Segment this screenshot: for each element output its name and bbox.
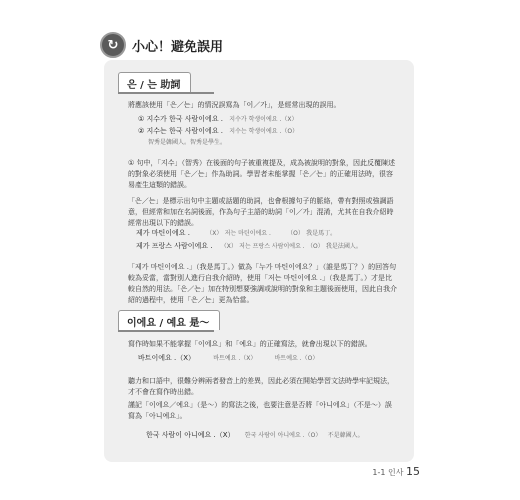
section1-paragraph: 「은／는」是標示出句中主題或話題的助詞，也會根據句子的脈絡，帶有對照或強調語意，但經常和加在名詞後面，作為句子主語的助詞「이／가」混淆，尤其在自我介紹時經常出現以下的錯誤。: [128, 197, 394, 227]
example-row: [146, 430, 364, 441]
example-row: [138, 353, 318, 364]
example-translation: 지수는 학생이에요 .（O）: [229, 128, 299, 135]
example-mark: （X）: [220, 243, 237, 250]
example-sentence: 바트예요 .（O）: [274, 355, 319, 362]
example-sentence: 지수는 한국 사람이에요 .: [146, 127, 224, 135]
section2-title: 이에요 / 예요 是～: [118, 310, 220, 330]
section1-underline: [118, 92, 214, 94]
example-translation: 不是韓國人。: [327, 432, 364, 439]
page-footer: [372, 465, 420, 478]
section1-paragraph: ① 句中，「지수」（智秀）在後面的句子被重複提及，成為被說明的對象，因此反覆陳述的對象必須使用「은／는」作為助詞。學習者未能掌握「은／는」的正確用法時，很容易產生這類的錯誤。: [128, 159, 396, 189]
example-translation: 我是法國人。: [325, 243, 362, 250]
section2-underline: [118, 330, 214, 332]
example-sentence: 제가 마틴이에요 .: [136, 229, 191, 237]
page-title: 小心！避免誤用: [132, 39, 224, 55]
example-mark: （O）: [306, 243, 324, 250]
page-number: 15: [406, 465, 420, 478]
example-sentence: 바트이에요 .（X）: [138, 354, 196, 362]
example-translation: 지수가 학생이에요 .（X）: [229, 116, 298, 123]
page-header: [100, 30, 223, 60]
example-sentence: 한국 사람이 아니에요 .（O）: [244, 432, 322, 439]
section2-paragraph: 謹記「이에요／예요」（是～）的寫法之後，也要注意是否將「아니에요」（不是～）誤寫為「아니예요」。: [128, 401, 392, 420]
example-note: 智秀是韓國人。智秀是學生。: [148, 139, 227, 146]
example-number: ①: [138, 115, 145, 123]
example-translation: 我是馬丁。: [306, 230, 337, 237]
refresh-logo-icon: ↻: [100, 32, 126, 58]
example-sentence: 바트예요 .（X）: [213, 355, 257, 362]
example-sentence: 한국 사람이 아니예요 .（X）: [146, 431, 235, 439]
example-alt: 저는 마틴이에요 .: [224, 230, 271, 237]
example-alt: 저는 프랑스 사람이에요 .: [239, 243, 305, 250]
footer-section-label: 1-1 인사: [372, 468, 404, 477]
example-row: [136, 241, 362, 252]
section2-paragraph: 聽力和口語中，很難分辨兩者發音上的差異，因此必須在開始學習文法時學牢記規法，才不會在寫作時出錯。: [128, 377, 394, 396]
example-sentence: 지수가 한국 사람이에요 .: [146, 115, 224, 123]
section1-title: 은 / 는 助詞: [118, 72, 191, 92]
example-number: ②: [138, 127, 145, 135]
section1-paragraph: 「제가 마틴이에요 .」（我是馬丁。）做為「누가 마틴이에요？」（誰是馬丁？）的回答句較為妥當，當對別人進行自我介紹時，使用「저는 마틴이에요 .」（我是馬丁。）才是比較自然的用法。「은／는」加在特別想要強調或說明的對象和主題後面使用，因此自我介紹的過程中，使用「은／는」更為恰當。: [128, 263, 398, 304]
example-mark: （X）: [206, 230, 223, 237]
example-row: [136, 228, 336, 239]
section1-intro: 將應該使用「은／는」的情況誤寫為「이／가」，是經常出現的誤用。: [128, 101, 341, 109]
example-mark: （O）: [287, 230, 304, 237]
example-row: [138, 126, 298, 137]
example-row: [138, 114, 297, 125]
example-sentence: 제가 프랑스 사람이에요 .: [136, 242, 213, 250]
section2-intro: 寫作時如果不能掌握「이에요」和「예요」的正確寫法，就會出現以下的錯誤。: [128, 340, 372, 348]
